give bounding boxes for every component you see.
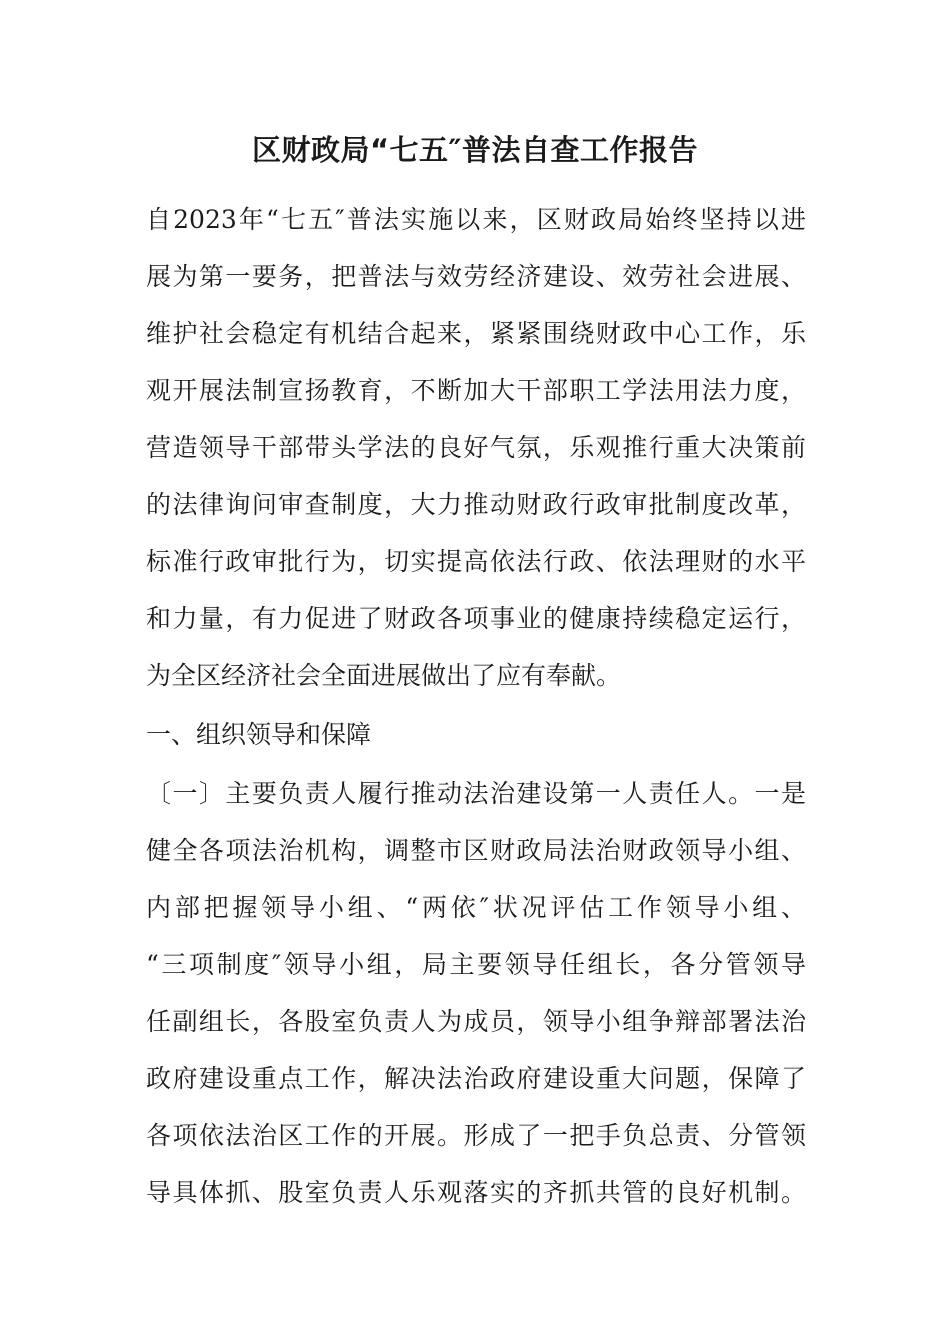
paragraph-line: 内部把握领导小组、“两依″状况评估工作领导小组、 xyxy=(146,893,806,922)
paragraph-line: 健全各项法治机构，调整市区财政局法治财政领导小组、 xyxy=(146,836,806,865)
paragraph-line: “三项制度″领导小组，局主要领导任组长，各分管领导 xyxy=(146,950,806,979)
document-title: 区财政局“七五″普法自查工作报告 xyxy=(251,133,699,167)
paragraph-line: 政府建设重点工作，解决法治政府建设重大问题，保障了 xyxy=(146,1064,806,1093)
paragraph-line: 各项依法治区工作的开展。形成了一把手负总责、分管领 xyxy=(146,1121,806,1150)
paragraph-line: 自2023年“七五″普法实施以来，区财政局始终坚持以进 xyxy=(146,205,806,234)
paragraph-line: 任副组长，各股室负责人为成员，领导小组争辩部署法治 xyxy=(146,1007,806,1036)
paragraph-line: 的法律询问审查制度，大力推动财政行政审批制度改革， xyxy=(146,490,806,519)
paragraph-line: 维护社会稳定有机结合起来，紧紧围绕财政中心工作，乐 xyxy=(146,319,806,348)
paragraph-line: 导具体抓、股室负责人乐观落实的齐抓共管的良好机制。 xyxy=(146,1178,806,1207)
paragraph-line: 为全区经济社会全面进展做出了应有奉献。 xyxy=(146,661,622,690)
paragraph-line: 标准行政审批行为，切实提高依法行政、依法理财的水平 xyxy=(146,547,806,576)
paragraph-line: 〔一〕主要负责人履行推动法治建设第一人责任人。一是 xyxy=(146,779,806,808)
paragraph-line: 和力量，有力促进了财政各项事业的健康持续稳定运行， xyxy=(146,604,806,633)
section-heading: 一、组织领导和保障 xyxy=(146,720,372,749)
paragraph-line: 观开展法制宣扬教育，不断加大干部职工学法用法力度， xyxy=(146,376,806,405)
paragraph-line: 营造领导干部带头学法的良好气氛，乐观推行重大决策前 xyxy=(146,433,806,462)
paragraph-line: 展为第一要务，把普法与效劳经济建设、效劳社会进展、 xyxy=(146,262,806,291)
